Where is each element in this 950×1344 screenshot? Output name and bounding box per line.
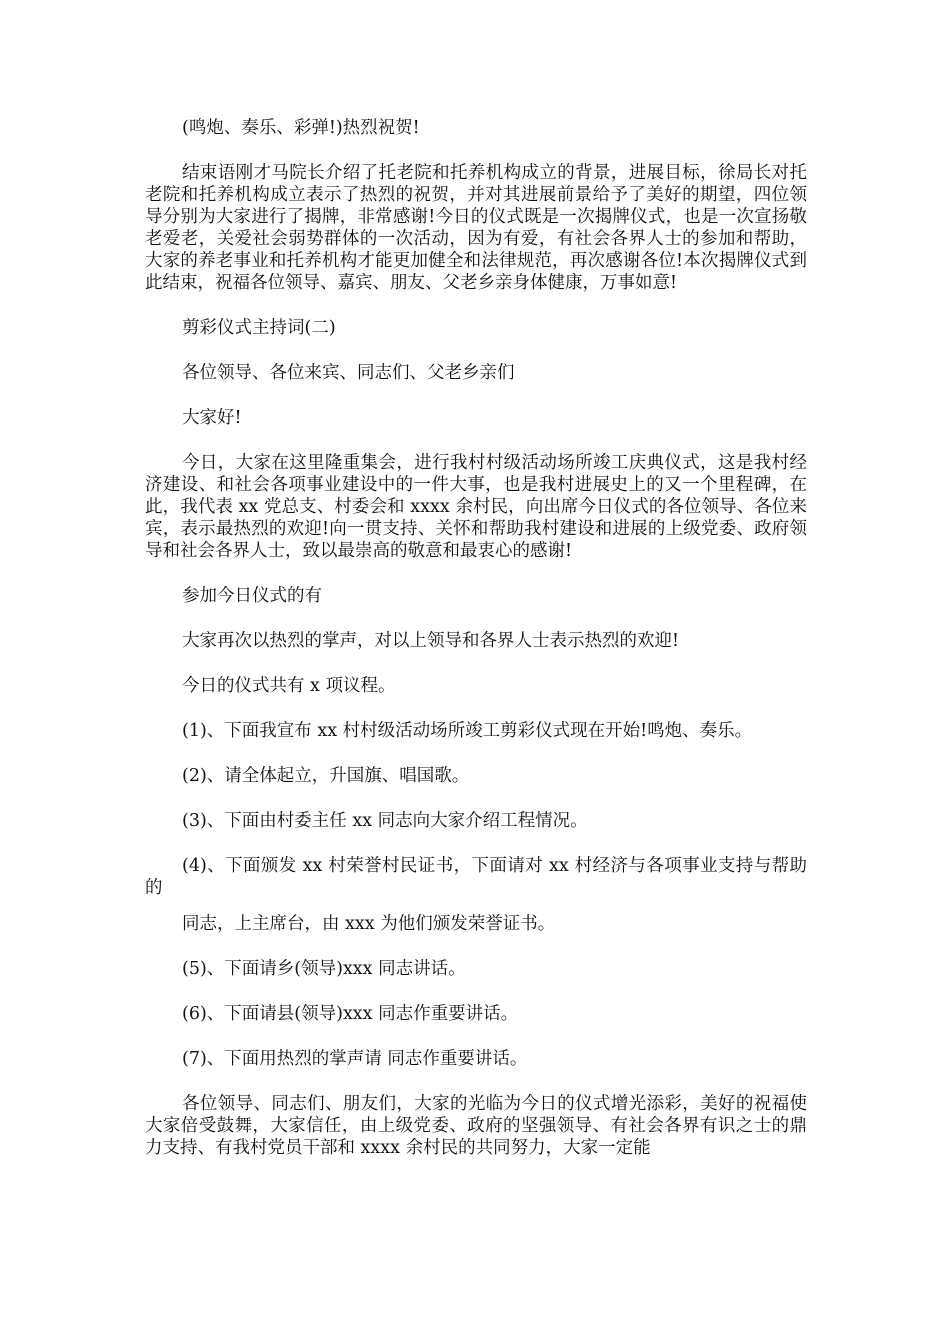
agenda-item-6: (6)、下面请县(领导)xxx 同志作重要讲话。 <box>182 1004 519 1024</box>
paragraph-attendees: 参加今日仪式的有 <box>182 586 322 606</box>
section-title-ribbon-cutting: 剪彩仪式主持词(二) <box>182 318 336 338</box>
agenda-item-7: (7)、下面用热烈的掌声请 同志作重要讲话。 <box>182 1049 528 1069</box>
paragraph-hello: 大家好! <box>182 408 242 428</box>
agenda-item-5: (5)、下面请乡(领导)xxx 同志讲话。 <box>182 959 466 979</box>
paragraph-celebration: (鸣炮、奏乐、彩弹!)热烈祝贺! <box>182 118 420 138</box>
paragraph-greeting-audience: 各位领导、各位来宾、同志们、父老乡亲们 <box>182 363 515 383</box>
paragraph-agenda-count: 今日的仪式共有 x 项议程。 <box>182 676 396 696</box>
agenda-item-4-continued: 同志，上主席台，由 xxx 为他们颁发荣誉证书。 <box>182 914 556 934</box>
agenda-item-3: (3)、下面由村委主任 xx 同志向大家介绍工程情况。 <box>182 811 588 831</box>
paragraph-closing-remarks: 结束语刚才马院长介绍了托老院和托养机构成立的背景，进展目标，徐局长对托老院和托养机构成立表示了热烈的祝贺，并对其进展前景给予了美好的期望，四位领导分别为大家进行了揭牌，非常感谢!今日的仪式既是一次揭牌仪式，也是一次宣扬敬老爱老，关爱社会弱势群体的一次活动，因为有爱，有社会各界人士的参加和帮助，大家的养老事业和托养机构才能更加健全和法律规范，再次感谢各位!本次揭牌仪式到此结束，祝福各位领导、嘉宾、朋友、父老乡亲身体健康，万事如意! <box>145 163 807 293</box>
paragraph-opening-speech: 今日，大家在这里隆重集会，进行我村村级活动场所竣工庆典仪式，这是我村经济建设、和社会各项事业建设中的一件大事，也是我村进展史上的又一个里程碑，在此，我代表 xx 党总支、村委会和 xxxx 余村民，向出席今日仪式的各位领导、各位来宾，表示最热烈的欢迎!向一贯支持、关怀和帮助我村建设和进展的上级党委、政府领导和社会各界人士，致以最崇高的敬意和最衷心的感谢! <box>145 453 807 561</box>
agenda-item-1: (1)、下面我宣布 xx 村村级活动场所竣工剪彩仪式现在开始!鸣炮、奏乐。 <box>182 721 753 741</box>
document-body <box>145 117 807 1182</box>
paragraph-closing-thanks: 各位领导、同志们、朋友们，大家的光临为今日的仪式增光添彩，美好的祝福使大家倍受鼓舞，大家信任，由上级党委、政府的坚强领导、有社会各界有识之士的鼎力支持、有我村党员干部和 xxxx 余村民的共同努力，大家一定能 <box>145 1094 807 1158</box>
agenda-item-4: (4)、下面颁发 xx 村荣誉村民证书，下面请对 xx 村经济与各项事业支持与帮助的 <box>145 856 807 898</box>
agenda-item-2: (2)、请全体起立，升国旗、唱国歌。 <box>182 766 470 786</box>
paragraph-applause: 大家再次以热烈的掌声，对以上领导和各界人士表示热烈的欢迎! <box>182 631 680 651</box>
